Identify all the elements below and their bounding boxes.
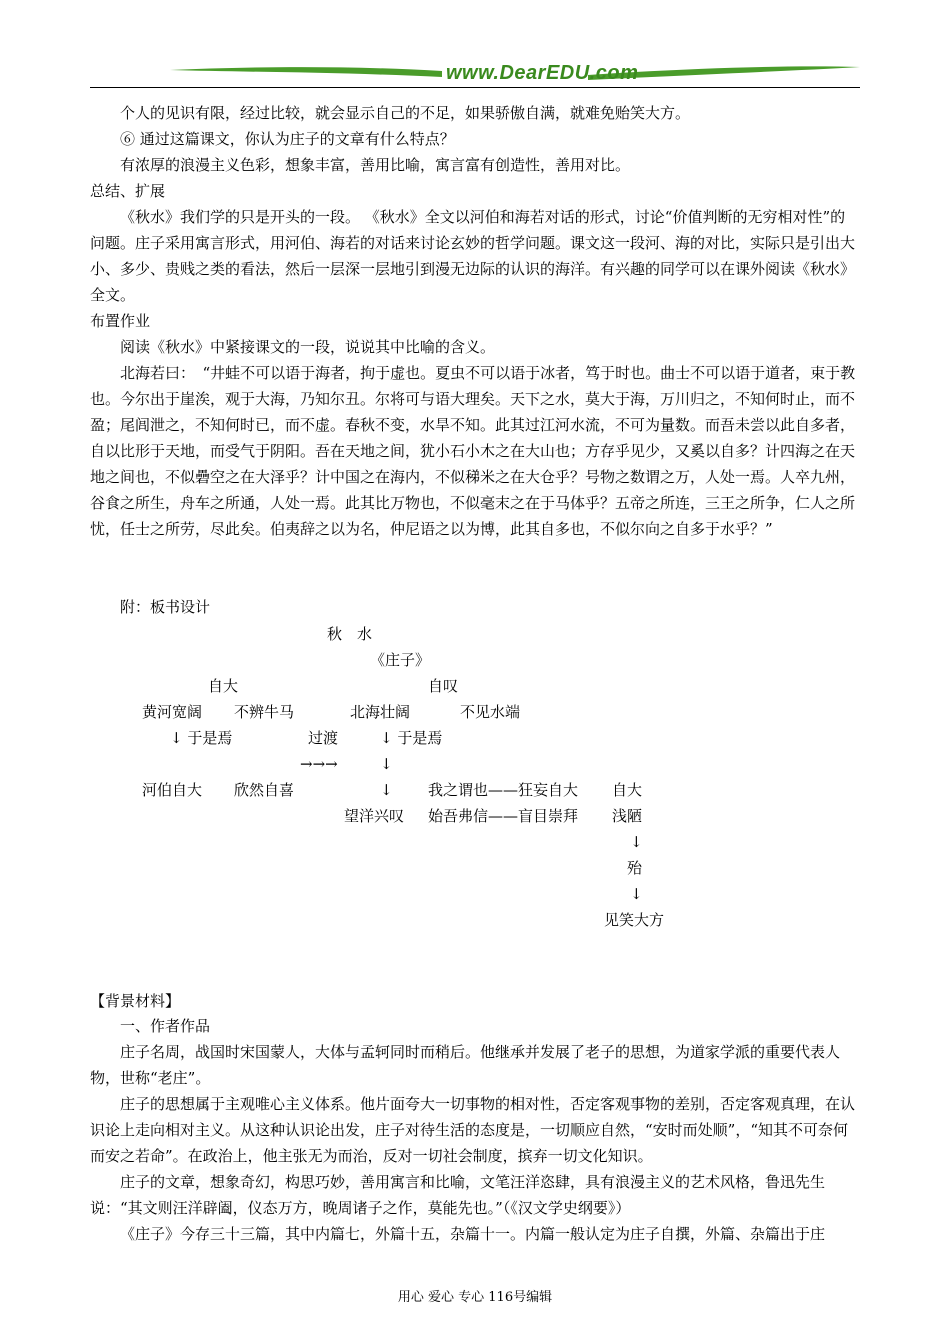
homework-instruction: 阅读《秋水》中紧接课文的一段，说说其中比喻的含义。 [120, 338, 496, 356]
background-subheading: 一、作者作品 [120, 1017, 211, 1035]
board-zida: 自大 [208, 677, 239, 695]
board-arrow-yushiyan-left: ↓ 于是焉 [170, 729, 233, 747]
board-guodu: 过渡 [308, 729, 339, 747]
board-arrow-down-3: ↓ [630, 885, 643, 903]
question-6: ⑥ 通过这篇课文，你认为庄子的文章有什么特点？ [120, 130, 455, 148]
board-wozhi: 我之谓也——狂妄自大 [428, 781, 579, 799]
background-heading: 【背景材料】 [90, 992, 181, 1010]
board-title: 秋 水 [327, 625, 373, 643]
section-heading-summary: 总结、扩展 [90, 182, 166, 200]
board-shiwu: 始吾弗信——盲目崇拜 [428, 807, 579, 825]
board-arrow-down-2: ↓ [630, 833, 643, 851]
board-arrow-down-1: ↓ [380, 781, 393, 799]
board-beihai: 北海壮阔 [350, 703, 411, 721]
background-paragraph: 庄子的文章，想象奇幻，构思巧妙，善用寓言和比喻，文笔汪洋恣肆，具有浪漫主义的艺术风格，鲁迅先生说：“其文则汪洋辟阖，仪态万方，晚周诸子之作，莫能先也。”（《汉文学史纲要》） [90, 1173, 826, 1217]
background-paragraph: 《庄子》今存三十三篇，其中内篇七，外篇十五，杂篇十一。内篇一般认定为庄子自撰，外篇、杂篇出于庄 [120, 1225, 826, 1243]
board-zida2: 自大 [612, 781, 643, 799]
board-wangyang: 望洋兴叹 [344, 807, 405, 825]
answer-6: 有浓厚的浪漫主义色彩，想象丰富，善用比喻，寓言富有创造性，善用对比。 [120, 156, 631, 174]
site-logo[interactable]: www.DearEDU.com [446, 62, 639, 84]
background-paragraph: 庄子的思想属于主观唯心主义体系。他片面夸大一切事物的相对性，否定客观事物的差别，否定客观真理，在认识论上走向相对主义。从这种认识论出发，庄子对待生活的态度是，一切顺应自然，“安时而处顺”，“知其不可奈何而安之若命”。在政治上，他主张无为而治，反对一切社会制度，摈弃一切文化知识。 [90, 1095, 856, 1165]
summary-paragraph: 《秋水》我们学的只是开头的一段。 《秋水》全文以河伯和海若对话的形式，讨论“价值判断的无穷相对性”的问题。庄子采用寓言形式，用河伯、海若的对话来讨论玄妙的哲学问题。课文这一段河、海的对比，实际只是引出大小、多少、贵贱之类的看法，然后一层深一层地引到漫无边际的认识的海洋。有兴趣的同学可以在课外阅读《秋水》全文。 [90, 208, 856, 304]
board-heading: 附：板书设计 [120, 598, 211, 616]
arrow-down-icon: ↓ [380, 755, 393, 773]
header-divider [90, 87, 860, 88]
board-arrows-right: →→→ [300, 755, 338, 773]
board-huanghe: 黄河宽阔 [142, 703, 203, 721]
quoted-passage: 北海若曰： “井蛙不可以语于海者，拘于虚也。夏虫不可以语于冰者，笃于时也。曲士不可以语于道者，束于教也。今尔出于崖涘，观于大海，乃知尔丑。尔将可与语大理矣。天下之水，莫大于海，万川归之，不知何时止，而不盈；尾闾泄之，不知何时已，而不虚。春秋不变，水旱不知。此其过江河水流，不可为量数。而吾未尝以此自多者，自以比形于天地，而受气于阴阳。吾在天地之间，犹小石小木之在大山也；方存乎见少，又奚以自多？计四海之在天地之间也，不似礨空之在大泽乎？计中国之在海内，不似稊米之在大仓乎？号物之数谓之万，人处一焉。人卒九州，谷食之所生，舟车之所通，人处一焉。此其比万物也，不似毫末之在于马体乎？五帝之所连，三王之所争，仁人之所忧，任士之所劳，尽此矣。伯夷辞之以为名，仲尼语之以为博，此其自多也，不似尔向之自多于水乎？” [90, 364, 856, 538]
board-dai: 殆 [627, 859, 643, 877]
paragraph: 个人的见识有限，经过比较，就会显示自己的不足，如果骄傲自满，就难免贻笑大方。 [120, 104, 691, 122]
page-footer: 用心 爱心 专心 116号编辑 [397, 1290, 553, 1305]
board-arrow-yushiyan-right: ↓ 于是焉 [380, 729, 443, 747]
board-author: 《庄子》 [370, 651, 431, 669]
board-bubian: 不辨牛马 [234, 703, 295, 721]
board-jianxiao: 见笑大方 [604, 911, 665, 929]
section-heading-homework: 布置作业 [90, 312, 151, 330]
board-qianlou: 浅陋 [612, 807, 643, 825]
background-paragraph: 庄子名周，战国时宋国蒙人，大体与孟轲同时而稍后。他继承并发展了老子的思想，为道家学派的重要代表人物，世称“老庄”。 [90, 1043, 841, 1087]
board-bujian: 不见水端 [460, 703, 521, 721]
board-zitan: 自叹 [428, 677, 459, 695]
board-hebo: 河伯自大 [142, 781, 203, 799]
board-xinran: 欣然自喜 [234, 781, 295, 799]
page-header [90, 58, 860, 90]
